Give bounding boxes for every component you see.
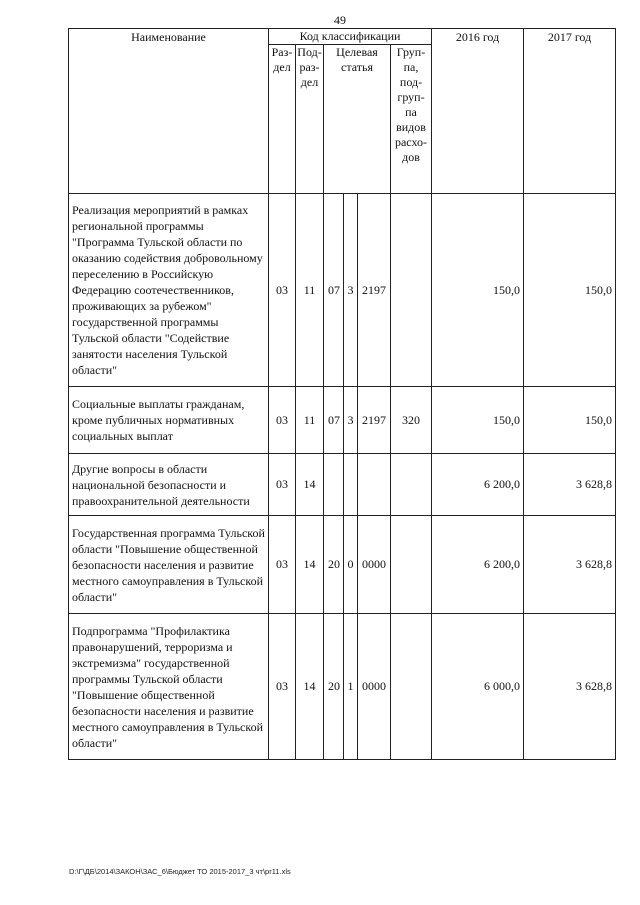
row-section: 03	[269, 194, 296, 387]
row-target-subprogram: 1	[344, 614, 358, 760]
row-value-2017: 3 628,8	[524, 454, 616, 516]
row-subsection: 14	[296, 614, 324, 760]
header-subsection: Под- раз- дел	[296, 45, 324, 194]
row-value-2016: 6 200,0	[432, 516, 524, 614]
table-row	[69, 454, 616, 516]
table-row	[69, 516, 616, 614]
row-target-subprogram: 0	[344, 516, 358, 614]
row-value-2017: 150,0	[524, 387, 616, 454]
table-row	[69, 614, 616, 760]
row-value-2016: 150,0	[432, 387, 524, 454]
row-name: Государственная программа Тульской области "Повышение общественной безопасности населения и развитие местного самоуправления в Тульской области"	[69, 516, 269, 614]
row-section: 03	[269, 614, 296, 760]
row-target-direction	[358, 454, 391, 516]
row-expense-group: 320	[391, 387, 432, 454]
header-year-2016: 2016 год	[432, 29, 524, 194]
row-value-2016: 6 200,0	[432, 454, 524, 516]
header-section: Раз- дел	[269, 45, 296, 194]
row-subsection: 11	[296, 194, 324, 387]
row-target-program: 20	[324, 614, 344, 760]
row-target-program: 20	[324, 516, 344, 614]
row-target-program: 07	[324, 194, 344, 387]
row-name: Реализация мероприятий в рамках региональной программы "Программа Тульской области по оказанию содействия добровольному переселению в Российскую Федерацию соотечественников, проживающих за рубежом" государственной программы Тульской области "Содействие занятости населения Тульской области"	[69, 194, 269, 387]
row-subsection: 14	[296, 454, 324, 516]
footer-file-path: D:\Г\ДБ\2014\ЗАКОН\ЗАС_6\Бюджет ТО 2015-2017_3 чт\pr11.xls	[69, 867, 291, 876]
header-target-article: Целевая статья	[324, 45, 391, 194]
row-value-2017: 3 628,8	[524, 516, 616, 614]
row-target-direction: 2197	[358, 194, 391, 387]
row-target-program: 07	[324, 387, 344, 454]
row-expense-group	[391, 516, 432, 614]
row-name: Подпрограмма "Профилактика правонарушений, терроризма и экстремизма" государственной программы Тульской области "Повышение общественной безопасности населения и развитие местного самоуправления в Тульской области"	[69, 614, 269, 760]
row-section: 03	[269, 516, 296, 614]
row-target-subprogram: 3	[344, 387, 358, 454]
table-row	[69, 194, 616, 387]
row-expense-group	[391, 454, 432, 516]
row-target-subprogram	[344, 454, 358, 516]
row-target-direction: 2197	[358, 387, 391, 454]
row-target-direction: 0000	[358, 516, 391, 614]
row-target-program	[324, 454, 344, 516]
row-name: Другие вопросы в области национальной безопасности и правоохранительной деятельности	[69, 454, 269, 516]
row-subsection: 11	[296, 387, 324, 454]
row-target-direction: 0000	[358, 614, 391, 760]
row-name: Социальные выплаты гражданам, кроме публичных нормативных социальных выплат	[69, 387, 269, 454]
row-value-2016: 6 000,0	[432, 614, 524, 760]
row-expense-group	[391, 614, 432, 760]
row-section: 03	[269, 387, 296, 454]
header-expense-group: Груп- па, под- груп- па видов расхо- дов	[391, 45, 432, 194]
row-section: 03	[269, 454, 296, 516]
header-code: Код классификации	[269, 29, 432, 45]
page-number: 49	[334, 13, 346, 27]
row-value-2017: 150,0	[524, 194, 616, 387]
header-name: Наименование	[69, 29, 269, 194]
table-row	[69, 387, 616, 454]
header-year-2017: 2017 год	[524, 29, 616, 194]
row-value-2017: 3 628,8	[524, 614, 616, 760]
row-value-2016: 150,0	[432, 194, 524, 387]
row-subsection: 14	[296, 516, 324, 614]
budget-table	[68, 28, 616, 760]
row-expense-group	[391, 194, 432, 387]
row-target-subprogram: 3	[344, 194, 358, 387]
